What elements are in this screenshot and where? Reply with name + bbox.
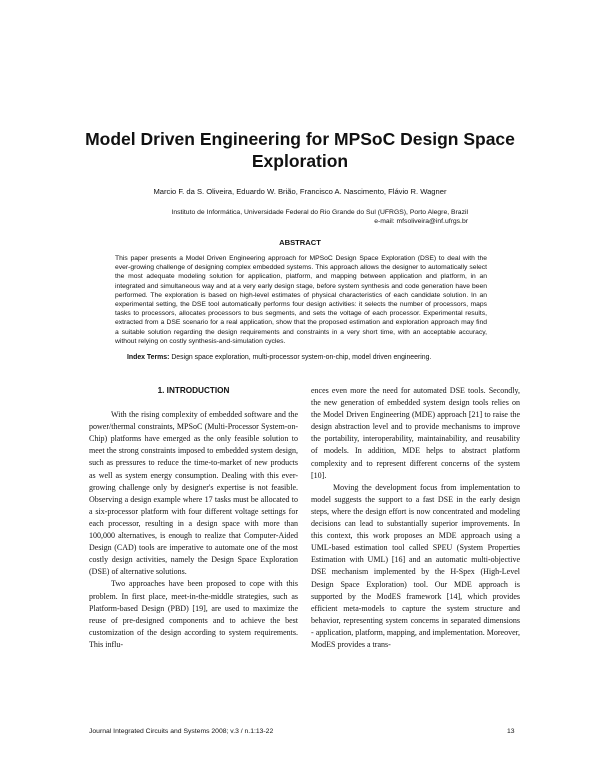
right-column [311, 385, 520, 651]
email: e-mail: mfsoliveira@inf.ufrgs.br [374, 218, 468, 225]
section-heading: 1. INTRODUCTION [157, 386, 230, 395]
intro-paragraph-2: Two approaches have been proposed to cope with this problem. In first place, meet-in-the-middle strategies, such as Platform-based Design (PBD) [19], are used to maximize the reuse of pre-designed components and to achieve the best customization of the design according to system requirements. This influ- [89, 579, 298, 649]
left-column [89, 385, 298, 651]
paper-title: Model Driven Engineering for MPSoC Design Space Exploration [85, 129, 515, 171]
index-terms-text: Design space exploration, multi-processor system-on-chip, model driven engineering. [171, 354, 432, 361]
page-number: 13 [507, 728, 515, 735]
affiliation: Instituto de Informática, Universidade Federal do Rio Grande do Sul (UFRGS), Porto Alegre, Brazil [171, 209, 468, 216]
intro-paragraph-1: With the rising complexity of embedded software and the power/thermal constraints, MPSoC (Multi-Processor System-on-Chip) platforms have emerged as the only feasible solution to meet the strong constraints imposed to embedded system design, such as pressures to reduce the time-to-market of new products as well as system energy consumption. Dealing with this ever-growing challenge only by designer's expertise is not feasible. Observing a design example where 17 tasks must be allocated to a six-processor platform with four different voltage settings for each processor, resulting in a design space with more than 100,000 alternatives, is enough to realize that Computer-Aided Design (CAD) tools are imperative to automate one of the most costly design activities, namely the Design Space Exploration (DSE) of alternative solutions. [89, 410, 298, 577]
affiliation-block [70, 208, 468, 226]
intro-paragraph-3: ences even more the need for automated DSE tools. Secondly, the new generation of embedded system design tools relies on the Model Driven Engineering (MDE) approach [21] to raise the design abstraction level and to provide mechanisms to improve the portability, interoperability, maintainability, and reusability of models. In addition, MDE helps to abstract platform complexity and to represent different concerns of the system [10]. [311, 386, 520, 480]
abstract-heading: ABSTRACT [279, 238, 321, 247]
intro-paragraph-4: Moving the development focus from implementation to model suggests the support to a fast DSE in the early design steps, where the design effort is now concentrated and modeling decisions can lead to substantially superior improvements. In this context, this work proposes an MDE approach using a UML-based estimation tool called SPEU (System Properties Estimation with UML) [16] and an automatic multi-objective DSE mechanism implemented by the H-Spex (High-Level Design Space Exploration) tool. Our MDE approach is supported by the ModES framework [14], which provides efficient meta-models to capture the system structure and behavior, representing system concerns in separated dimensions - application, platform, mapping, and implementation. Moreover, ModES provides a trans- [311, 482, 520, 649]
index-terms [127, 354, 527, 361]
authors: Marcio F. da S. Oliveira, Eduardo W. Brião, Francisco A. Nascimento, Flávio R. Wagner [153, 187, 447, 196]
index-terms-label: Index Terms: [127, 354, 170, 361]
abstract-text: This paper presents a Model Driven Engineering approach for MPSoC Design Space Exploration (DSE) to deal with the ever-growing challenge of designing complex embedded systems. This approach allows the designer to automatically select the most adequate modeling solution for application, platform, and mapping between application and platform, in an integrated and simultaneous way and at a very early design stage, before system synthesis and code generation have been performed. The exploration is based on high-level estimates of physical characteristics of each candidate solution. In an experimental setting, the DSE tool automatically performs four design activities: it selects the number of processors, maps tasks to processors, allocates processors to bus segments, and sets the voltage of each processor. Experimental results, extracted from a DSE scenario for a real application, show that the proposed estimation and exploration approach may find a suitable solution regarding the design requirements and constraints in a very short time, with an acceptable accuracy, without relying on costly synthesis-and-simulation cycles. [115, 255, 487, 345]
footer-journal: Journal Integrated Circuits and Systems 2008; v.3 / n.1:13-22 [89, 728, 274, 735]
